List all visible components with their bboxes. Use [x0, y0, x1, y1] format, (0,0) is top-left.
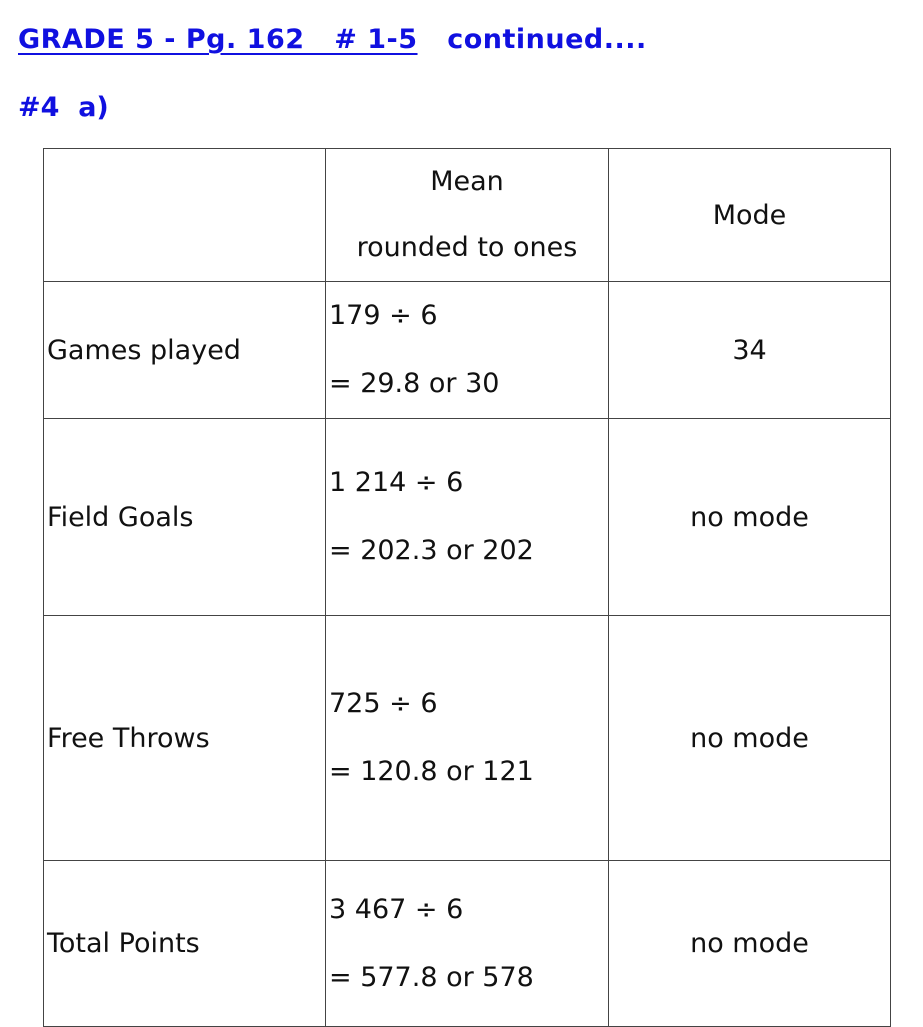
table-row: [44, 861, 891, 1027]
calc-division: 3 467 ÷ 6: [329, 893, 464, 925]
calc-division: 725 ÷ 6: [329, 688, 438, 719]
row-label: Games played: [44, 282, 326, 419]
header-mean-sublabel: rounded to ones: [356, 232, 578, 263]
mean-calculation: [326, 861, 609, 1027]
title-suffix: continued....: [447, 24, 647, 55]
calc-result: = 202.3 or 202: [329, 535, 534, 566]
mode-value: no mode: [609, 616, 891, 861]
header-mode-label: Mode: [712, 199, 787, 231]
row-label: Total Points: [44, 861, 326, 1027]
question-label: #4 a): [18, 92, 109, 123]
calc-result: = 29.8 or 30: [329, 368, 500, 399]
header-empty-cell: [44, 149, 326, 282]
mode-value: 34: [609, 282, 891, 419]
mean-mode-table: [43, 148, 891, 1027]
row-label: Free Throws: [44, 616, 326, 861]
page-header: [18, 24, 647, 55]
page-title: GRADE 5 - Pg. 162 # 1-5: [18, 24, 418, 55]
table-header-row: [44, 149, 891, 282]
calc-division: 179 ÷ 6: [329, 300, 438, 331]
header-mode-cell: [609, 149, 891, 282]
mode-value: no mode: [609, 861, 891, 1027]
calc-result: = 577.8 or 578: [329, 961, 534, 993]
row-label: Field Goals: [44, 419, 326, 616]
mean-calculation: [326, 419, 609, 616]
table-row: [44, 282, 891, 419]
table-row: [44, 616, 891, 861]
calc-division: 1 214 ÷ 6: [329, 467, 464, 498]
mean-calculation: [326, 616, 609, 861]
mean-calculation: [326, 282, 609, 419]
header-mean-cell: [326, 149, 609, 282]
header-mean-label: Mean: [430, 166, 504, 197]
table-row: [44, 419, 891, 616]
calc-result: = 120.8 or 121: [329, 756, 534, 787]
mode-value: no mode: [609, 419, 891, 616]
